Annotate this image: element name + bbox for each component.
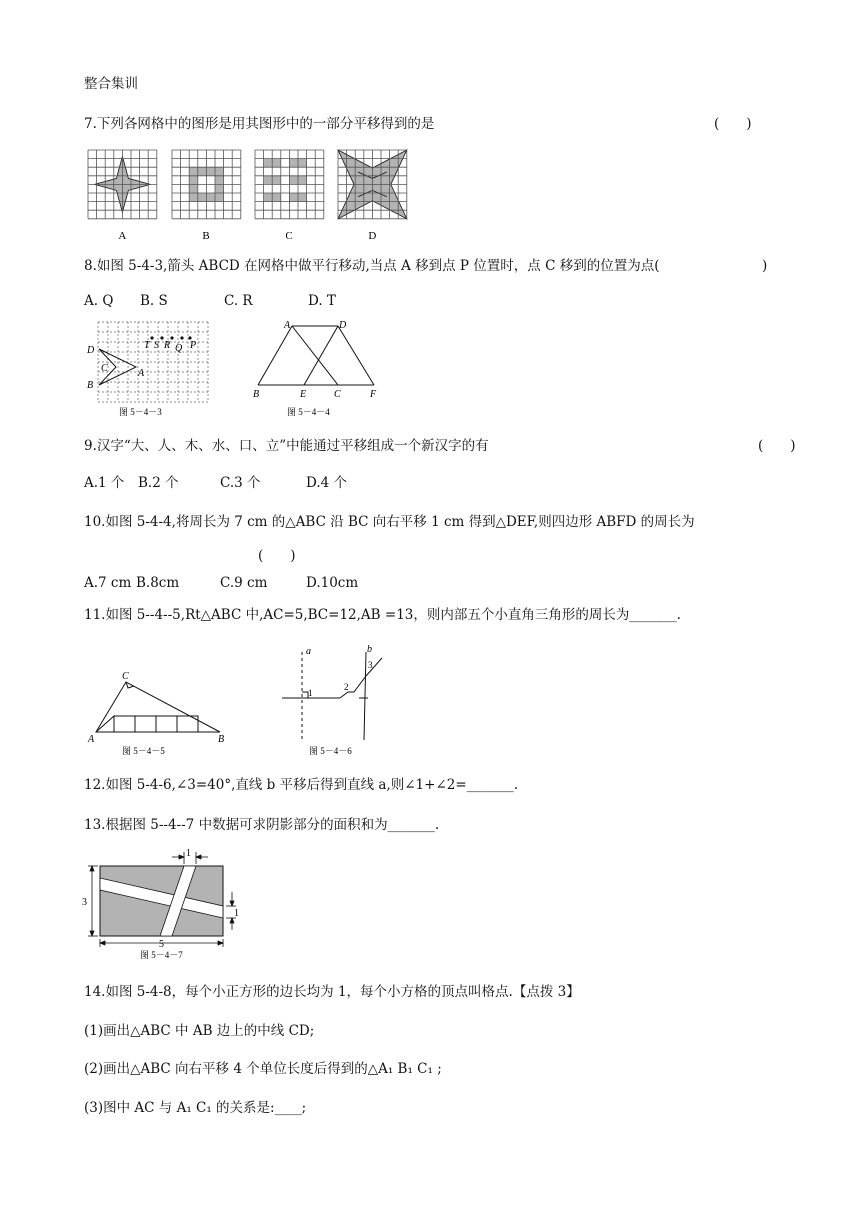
question-10-option-b: B.8cm	[136, 575, 180, 591]
question-7-answer-paren: ( )	[714, 116, 752, 132]
point-b-label: B	[218, 734, 225, 745]
dim-right-label: 1	[234, 908, 239, 919]
q7-figure	[82, 146, 422, 244]
question-9-option-a: A.1 个	[84, 475, 125, 491]
question-14-part-3: (3)图中 AC 与 A₁ C₁ 的关系是:____;	[84, 1100, 307, 1116]
figure-5-4-4-caption: 图 5－4－4	[287, 407, 330, 417]
q7-grid-c	[255, 150, 324, 242]
question-14-stem: 14.如图 5-4-8，每个小正方形的边长均为 1，每个小方格的顶点叫格点.【点拨 3】	[84, 984, 580, 1000]
angle-3-label: 3	[368, 660, 373, 670]
question-14-part-1: (1)画出△ABC 中 AB 边上的中线 CD;	[84, 1023, 315, 1039]
question-13-stem: 13.根据图 5--4--7 中数据可求阴影部分的面积和为_______.	[84, 817, 440, 833]
question-7-stem: 7.下列各网格中的图形是用其图形中的一部分平移得到的是	[84, 116, 435, 132]
point-p-label: P	[190, 340, 197, 351]
figure-5-4-7	[80, 848, 250, 960]
q7-option-label-a: A	[118, 229, 127, 242]
figure-5-4-3	[86, 318, 216, 418]
point-t-label: T	[144, 340, 150, 351]
question-11-stem: 11.如图 5--4--5,Rt△ABC 中,AC=5,BC=12,AB =13，则内部五个小直角三角形的周长为_______.	[84, 607, 681, 623]
point-e-label: E	[300, 389, 307, 400]
dim-top-label: 1	[186, 848, 191, 859]
line-a-label: a	[306, 646, 311, 657]
angle-1-label: 1	[308, 688, 313, 698]
dim-height-label: 3	[82, 897, 87, 908]
point-a-label: A	[138, 368, 145, 379]
question-8-stem: 8.如图 5-4-3,箭头 ABCD 在网格中做平行移动,当点 A 移到点 P 位置时，点 C 移到的位置为点(	[84, 258, 660, 274]
question-8-option-a: A. Q	[84, 293, 114, 309]
point-d-label: D	[87, 345, 95, 356]
point-c-label: C	[101, 363, 108, 374]
question-10-answer-paren: ( )	[258, 548, 296, 564]
question-8-option-b: B. S	[140, 293, 168, 309]
angle-2-label: 2	[344, 682, 349, 692]
point-b-label: B	[253, 389, 260, 400]
question-9-answer-paren: ( )	[758, 438, 796, 454]
question-8-option-c: C. R	[224, 293, 253, 309]
question-10-stem: 10.如图 5-4-4,将周长为 7 cm 的△ABC 沿 BC 向右平移 1 cm 得到△DEF,则四边形 ABFD 的周长为	[84, 514, 695, 530]
q7-option-label-b: B	[202, 229, 210, 242]
question-8-paren-close: )	[762, 258, 768, 274]
point-a-label: A	[88, 734, 95, 745]
q7-grid-b	[172, 150, 241, 242]
question-9-stem: 9.汉字“大、人、木、水、口、立”中能通过平移组成一个新汉字的有	[84, 438, 489, 454]
point-a-label: A	[284, 320, 291, 331]
q7-option-label-d: D	[368, 229, 377, 242]
point-s-label: S	[154, 340, 159, 351]
point-d-label: D	[339, 320, 347, 331]
figure-5-4-4	[250, 318, 390, 418]
question-8-option-d: D. T	[308, 293, 336, 309]
section-title: 整合集训	[84, 76, 138, 92]
question-9-option-d: D.4 个	[306, 475, 348, 491]
question-10-option-c: C.9 cm	[220, 575, 268, 591]
figure-5-4-5-caption: 图 5－4－5	[122, 746, 165, 756]
figure-5-4-6-caption: 图 5－4－6	[309, 746, 352, 756]
figure-5-4-5	[86, 668, 236, 758]
question-14-part-2: (2)画出△ABC 向右平移 4 个单位长度后得到的△A₁ B₁ C₁ ;	[84, 1061, 442, 1077]
line-b-label: b	[367, 644, 372, 655]
point-b-label: B	[87, 380, 94, 391]
figure-5-4-3-caption: 图 5－4－3	[119, 407, 162, 417]
q7-option-label-c: C	[285, 229, 293, 242]
dim-width-label: 5	[159, 939, 164, 950]
question-9-option-c: C.3 个	[220, 475, 261, 491]
question-9-option-b: B.2 个	[138, 475, 179, 491]
figure-5-4-6	[272, 640, 402, 758]
point-q-label: Q	[175, 343, 183, 354]
q7-grid-a	[88, 150, 157, 242]
question-10-option-d: D.10cm	[306, 575, 359, 591]
question-10-option-a: A.7 cm	[84, 575, 132, 591]
point-r-label: R	[164, 340, 171, 351]
point-c-label: C	[122, 671, 129, 682]
q7-grid-d	[338, 150, 407, 242]
figure-5-4-7-caption: 图 5－4－7	[140, 950, 183, 960]
q7-grids	[88, 150, 407, 242]
question-12-stem: 12.如图 5-4-6,∠3=40°,直线 b 平移后得到直线 a,则∠1+∠2=_______.	[84, 777, 519, 793]
point-f-label: F	[370, 389, 377, 400]
point-c-label: C	[334, 389, 341, 400]
